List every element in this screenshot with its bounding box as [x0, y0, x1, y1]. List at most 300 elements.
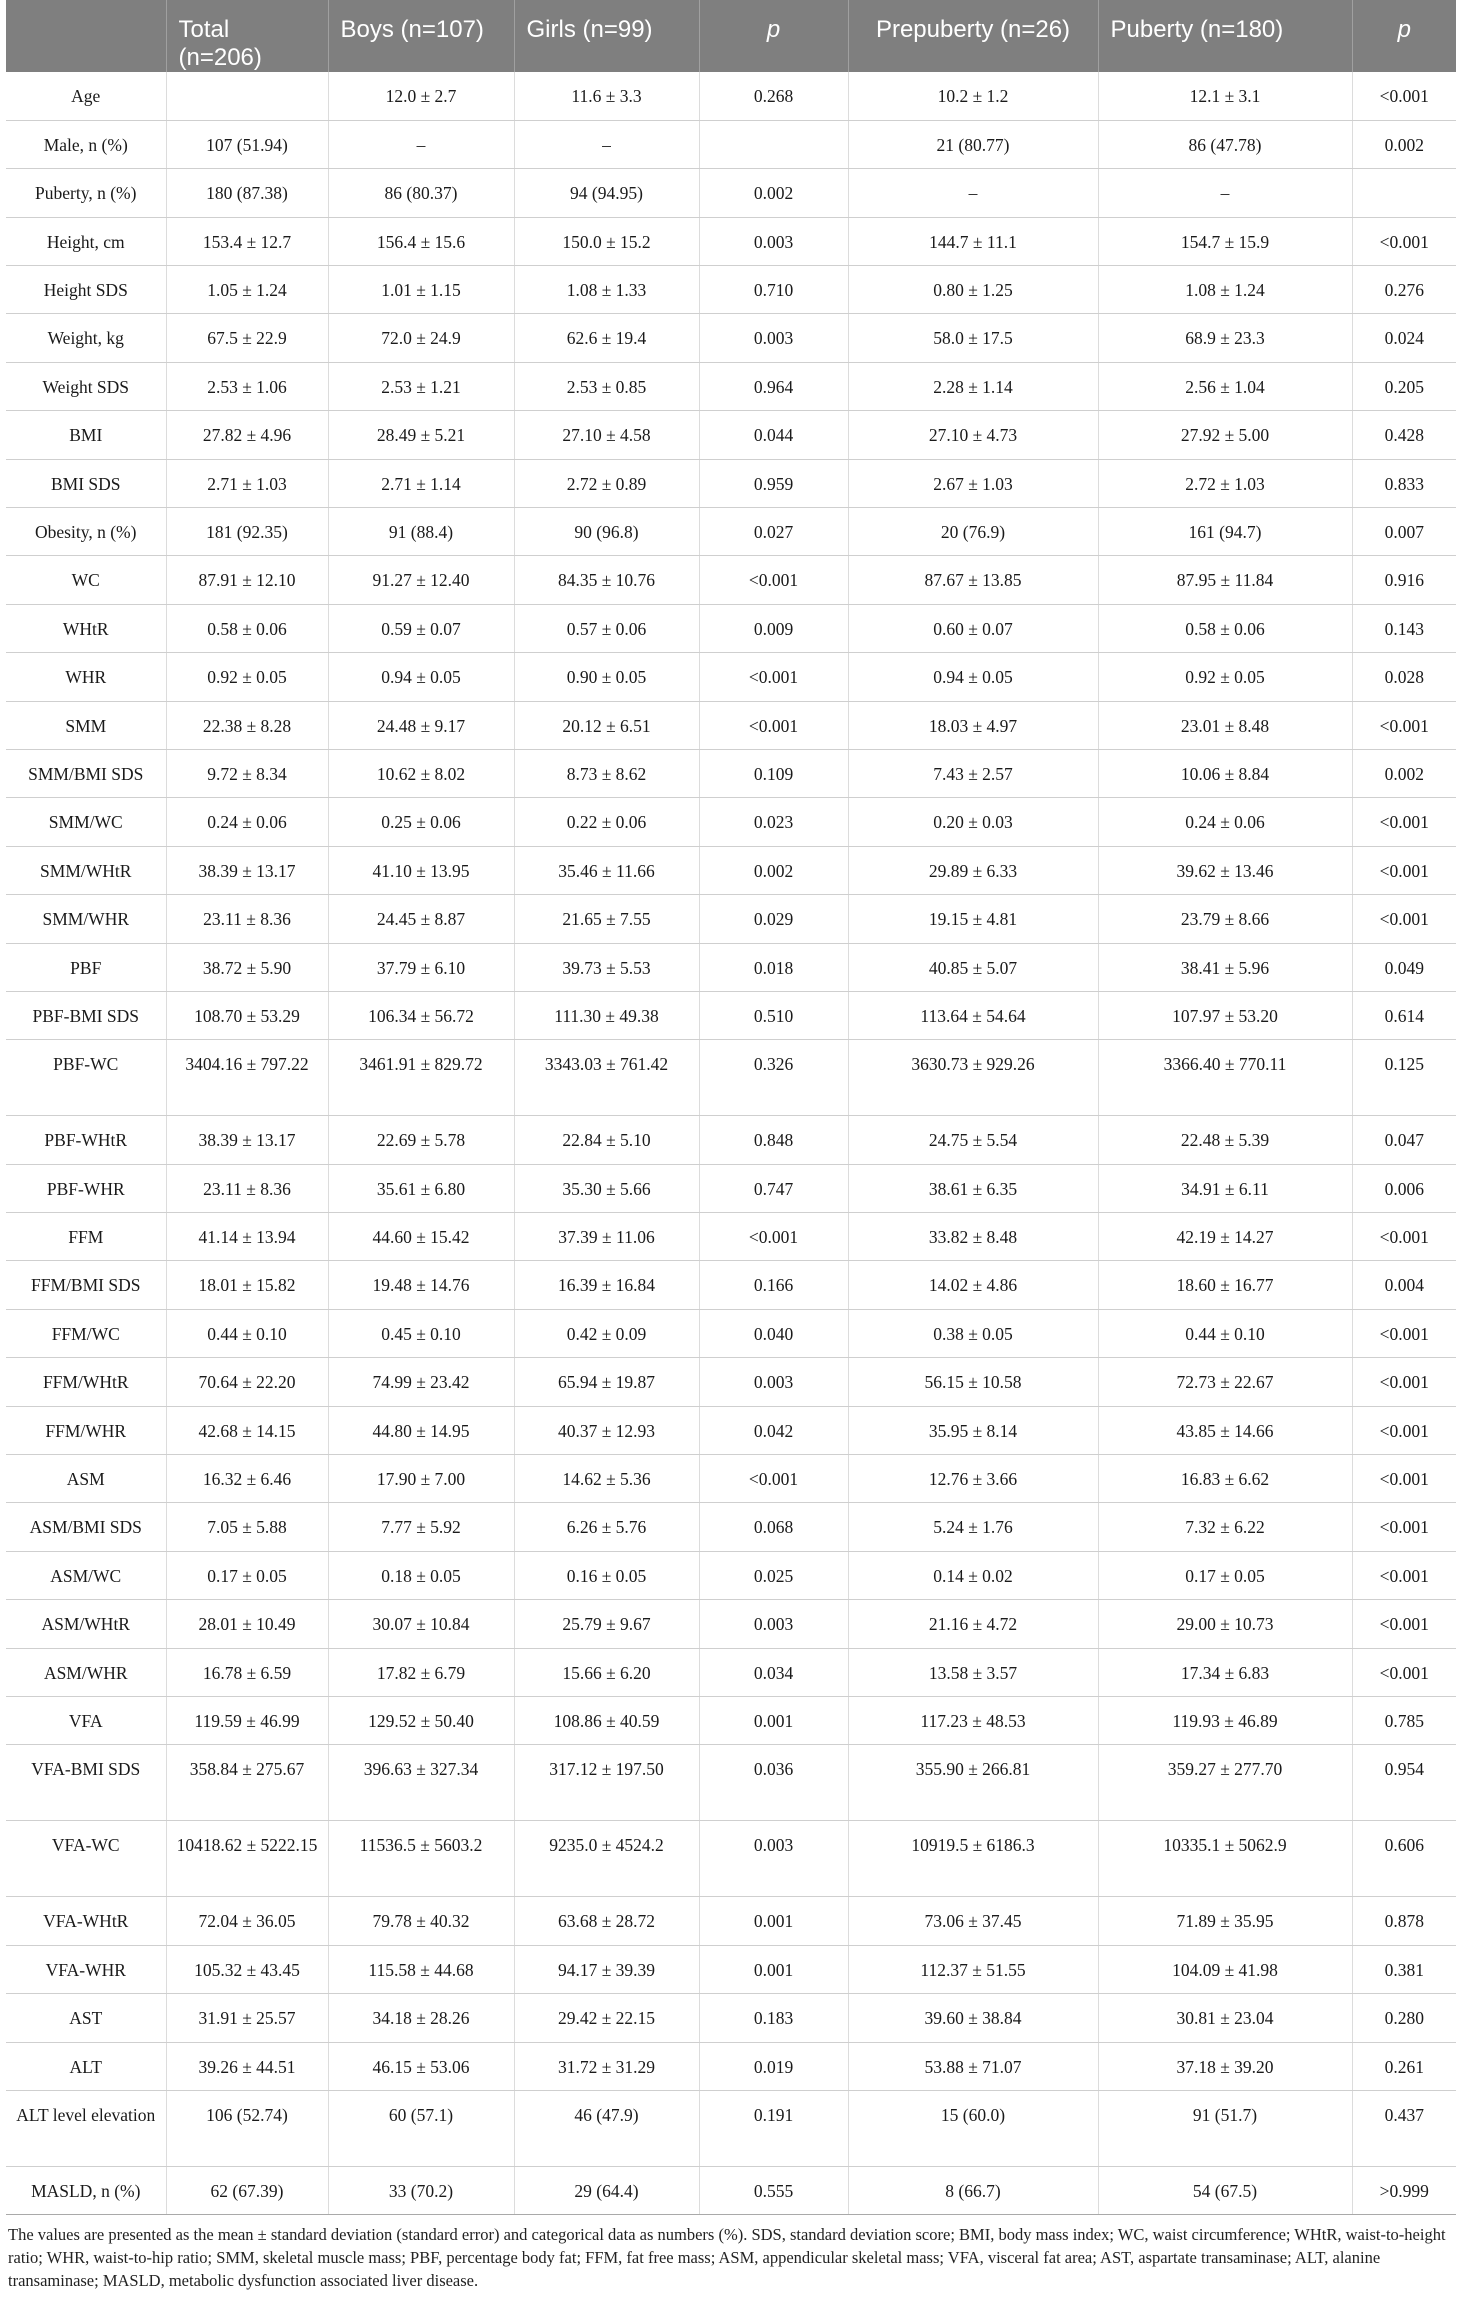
cell-variable: PBF-WHtR — [6, 1116, 166, 1164]
cell-variable: Weight, kg — [6, 314, 166, 362]
cell-variable: MASLD, n (%) — [6, 2166, 166, 2214]
cell-p-sex: 0.040 — [699, 1309, 848, 1357]
cell-p-puberty: 0.280 — [1352, 1994, 1456, 2042]
cell-puberty: 2.72 ± 1.03 — [1098, 459, 1352, 507]
cell-girls: 3343.03 ± 761.42 — [514, 1040, 699, 1116]
cell-puberty: 0.24 ± 0.06 — [1098, 798, 1352, 846]
cell-p-puberty: <0.001 — [1352, 217, 1456, 265]
cell-variable: PBF-BMI SDS — [6, 991, 166, 1039]
cell-prepuberty: – — [848, 169, 1098, 217]
cell-boys: 0.45 ± 0.10 — [328, 1309, 514, 1357]
cell-p-sex: <0.001 — [699, 556, 848, 604]
cell-puberty: 42.19 ± 14.27 — [1098, 1213, 1352, 1261]
cell-p-sex: 0.166 — [699, 1261, 848, 1309]
cell-boys: 7.77 ± 5.92 — [328, 1503, 514, 1551]
cell-girls: 14.62 ± 5.36 — [514, 1455, 699, 1503]
cell-prepuberty: 0.94 ± 0.05 — [848, 653, 1098, 701]
table-row — [6, 1697, 1456, 1745]
table-row — [6, 314, 1456, 362]
cell-total: 0.44 ± 0.10 — [166, 1309, 328, 1357]
cell-girls: 39.73 ± 5.53 — [514, 943, 699, 991]
cell-variable: Male, n (%) — [6, 120, 166, 168]
cell-girls: 31.72 ± 31.29 — [514, 2042, 699, 2090]
cell-puberty: 12.1 ± 3.1 — [1098, 72, 1352, 120]
cell-variable: SMM/WC — [6, 798, 166, 846]
cell-p-sex: 0.003 — [699, 217, 848, 265]
table-row — [6, 653, 1456, 701]
cell-girls: 8.73 ± 8.62 — [514, 749, 699, 797]
cell-total: 2.53 ± 1.06 — [166, 362, 328, 410]
cell-p-sex: 0.747 — [699, 1164, 848, 1212]
cell-prepuberty: 7.43 ± 2.57 — [848, 749, 1098, 797]
cell-p-sex: 0.191 — [699, 2090, 848, 2166]
cell-total: 22.38 ± 8.28 — [166, 701, 328, 749]
cell-total: 181 (92.35) — [166, 508, 328, 556]
cell-p-puberty — [1352, 169, 1456, 217]
cell-prepuberty: 56.15 ± 10.58 — [848, 1358, 1098, 1406]
cell-total: 106 (52.74) — [166, 2090, 328, 2166]
cell-p-sex: <0.001 — [699, 701, 848, 749]
cell-p-sex: 0.964 — [699, 362, 848, 410]
cell-puberty: 7.32 ± 6.22 — [1098, 1503, 1352, 1551]
cell-boys: 0.25 ± 0.06 — [328, 798, 514, 846]
cell-variable: PBF-WHR — [6, 1164, 166, 1212]
cell-girls: 65.94 ± 19.87 — [514, 1358, 699, 1406]
cell-p-puberty: <0.001 — [1352, 1213, 1456, 1261]
cell-puberty: 104.09 ± 41.98 — [1098, 1945, 1352, 1993]
cell-puberty: 68.9 ± 23.3 — [1098, 314, 1352, 362]
table-row — [6, 991, 1456, 1039]
cell-boys: 24.45 ± 8.87 — [328, 895, 514, 943]
table-row — [6, 1309, 1456, 1357]
cell-p-sex: 0.510 — [699, 991, 848, 1039]
table-row — [6, 1455, 1456, 1503]
cell-total: 38.39 ± 13.17 — [166, 1116, 328, 1164]
cell-p-puberty: <0.001 — [1352, 798, 1456, 846]
cell-variable: ASM/WC — [6, 1551, 166, 1599]
cell-puberty: 10.06 ± 8.84 — [1098, 749, 1352, 797]
header-boys: Boys (n=107) — [328, 0, 514, 72]
cell-p-sex: 0.003 — [699, 1358, 848, 1406]
cell-boys: 0.18 ± 0.05 — [328, 1551, 514, 1599]
table-row — [6, 895, 1456, 943]
table-body — [6, 72, 1456, 2215]
cell-total: 119.59 ± 46.99 — [166, 1697, 328, 1745]
cell-variable: SMM/WHtR — [6, 846, 166, 894]
cell-variable: FFM/BMI SDS — [6, 1261, 166, 1309]
cell-puberty: 17.34 ± 6.83 — [1098, 1648, 1352, 1696]
cell-boys: 1.01 ± 1.15 — [328, 266, 514, 314]
cell-girls: 25.79 ± 9.67 — [514, 1600, 699, 1648]
cell-p-puberty: <0.001 — [1352, 701, 1456, 749]
cell-p-sex: 0.268 — [699, 72, 848, 120]
cell-total: 153.4 ± 12.7 — [166, 217, 328, 265]
cell-boys: 2.71 ± 1.14 — [328, 459, 514, 507]
cell-puberty: 29.00 ± 10.73 — [1098, 1600, 1352, 1648]
cell-variable: Age — [6, 72, 166, 120]
cell-prepuberty: 355.90 ± 266.81 — [848, 1745, 1098, 1821]
table-row — [6, 798, 1456, 846]
cell-total: 31.91 ± 25.57 — [166, 1994, 328, 2042]
cell-prepuberty: 20 (76.9) — [848, 508, 1098, 556]
cell-prepuberty: 39.60 ± 38.84 — [848, 1994, 1098, 2042]
cell-variable: FFM/WHtR — [6, 1358, 166, 1406]
header-p-puberty: p — [1352, 0, 1456, 72]
cell-boys: 10.62 ± 8.02 — [328, 749, 514, 797]
cell-total: 9.72 ± 8.34 — [166, 749, 328, 797]
cell-variable: VFA-BMI SDS — [6, 1745, 166, 1821]
cell-boys: 72.0 ± 24.9 — [328, 314, 514, 362]
table-row — [6, 1897, 1456, 1945]
cell-prepuberty: 2.28 ± 1.14 — [848, 362, 1098, 410]
cell-puberty: 3366.40 ± 770.11 — [1098, 1040, 1352, 1116]
table-row — [6, 1164, 1456, 1212]
cell-p-puberty: <0.001 — [1352, 1503, 1456, 1551]
cell-girls: 317.12 ± 197.50 — [514, 1745, 699, 1821]
cell-p-puberty: 0.143 — [1352, 604, 1456, 652]
cell-girls: 111.30 ± 49.38 — [514, 991, 699, 1039]
cell-boys: 33 (70.2) — [328, 2166, 514, 2214]
cell-p-puberty: <0.001 — [1352, 1309, 1456, 1357]
cell-prepuberty: 33.82 ± 8.48 — [848, 1213, 1098, 1261]
cell-variable: ASM/BMI SDS — [6, 1503, 166, 1551]
cell-p-sex: 0.034 — [699, 1648, 848, 1696]
cell-variable: WHR — [6, 653, 166, 701]
cell-puberty: 72.73 ± 22.67 — [1098, 1358, 1352, 1406]
cell-total: 0.24 ± 0.06 — [166, 798, 328, 846]
cell-p-puberty: 0.954 — [1352, 1745, 1456, 1821]
cell-girls: 35.46 ± 11.66 — [514, 846, 699, 894]
cell-boys: 106.34 ± 56.72 — [328, 991, 514, 1039]
cell-boys: 0.94 ± 0.05 — [328, 653, 514, 701]
cell-girls: 40.37 ± 12.93 — [514, 1406, 699, 1454]
cell-girls: 22.84 ± 5.10 — [514, 1116, 699, 1164]
cell-girls: 108.86 ± 40.59 — [514, 1697, 699, 1745]
cell-p-sex: 0.027 — [699, 508, 848, 556]
cell-variable: ASM/WHtR — [6, 1600, 166, 1648]
cell-p-sex: 0.109 — [699, 749, 848, 797]
cell-girls: 21.65 ± 7.55 — [514, 895, 699, 943]
cell-total: 2.71 ± 1.03 — [166, 459, 328, 507]
cell-prepuberty: 10919.5 ± 6186.3 — [848, 1821, 1098, 1897]
cell-puberty: 119.93 ± 46.89 — [1098, 1697, 1352, 1745]
cell-p-puberty: 0.878 — [1352, 1897, 1456, 1945]
header-puberty: Puberty (n=180) — [1098, 0, 1352, 72]
table-row — [6, 1406, 1456, 1454]
cell-girls: 0.90 ± 0.05 — [514, 653, 699, 701]
cell-total: 108.70 ± 53.29 — [166, 991, 328, 1039]
cell-puberty: 0.58 ± 0.06 — [1098, 604, 1352, 652]
cell-p-puberty: <0.001 — [1352, 1455, 1456, 1503]
table-header-row — [6, 0, 1456, 72]
cell-puberty: 161 (94.7) — [1098, 508, 1352, 556]
cell-girls: 0.42 ± 0.09 — [514, 1309, 699, 1357]
cell-p-sex: 0.023 — [699, 798, 848, 846]
cell-prepuberty: 113.64 ± 54.64 — [848, 991, 1098, 1039]
cell-variable: Height SDS — [6, 266, 166, 314]
cell-prepuberty: 3630.73 ± 929.26 — [848, 1040, 1098, 1116]
cell-girls: 63.68 ± 28.72 — [514, 1897, 699, 1945]
cell-girls: 9235.0 ± 4524.2 — [514, 1821, 699, 1897]
table-row — [6, 2042, 1456, 2090]
cell-prepuberty: 40.85 ± 5.07 — [848, 943, 1098, 991]
cell-p-sex: 0.183 — [699, 1994, 848, 2042]
cell-prepuberty: 117.23 ± 48.53 — [848, 1697, 1098, 1745]
table-row — [6, 1994, 1456, 2042]
table-row — [6, 1648, 1456, 1696]
cell-total: 3404.16 ± 797.22 — [166, 1040, 328, 1116]
cell-p-sex: 0.003 — [699, 1821, 848, 1897]
cell-puberty: 10335.1 ± 5062.9 — [1098, 1821, 1352, 1897]
cell-p-puberty: 0.049 — [1352, 943, 1456, 991]
table-row — [6, 217, 1456, 265]
cell-puberty: 22.48 ± 5.39 — [1098, 1116, 1352, 1164]
cell-p-puberty: 0.002 — [1352, 749, 1456, 797]
cell-total: 16.32 ± 6.46 — [166, 1455, 328, 1503]
cell-p-puberty: 0.047 — [1352, 1116, 1456, 1164]
cell-p-sex: 0.002 — [699, 169, 848, 217]
cell-total: 0.58 ± 0.06 — [166, 604, 328, 652]
cell-total: 41.14 ± 13.94 — [166, 1213, 328, 1261]
table-row — [6, 169, 1456, 217]
cell-variable: ASM — [6, 1455, 166, 1503]
cell-puberty: 2.56 ± 1.04 — [1098, 362, 1352, 410]
cell-total: 358.84 ± 275.67 — [166, 1745, 328, 1821]
cell-variable: Height, cm — [6, 217, 166, 265]
cell-girls: 62.6 ± 19.4 — [514, 314, 699, 362]
table-row — [6, 1745, 1456, 1821]
cell-boys: 79.78 ± 40.32 — [328, 1897, 514, 1945]
cell-p-puberty: 0.614 — [1352, 991, 1456, 1039]
table-row — [6, 1116, 1456, 1164]
cell-prepuberty: 2.67 ± 1.03 — [848, 459, 1098, 507]
cell-p-sex: 0.003 — [699, 1600, 848, 1648]
cell-prepuberty: 29.89 ± 6.33 — [848, 846, 1098, 894]
document — [6, 0, 1456, 2292]
cell-boys: 17.90 ± 7.00 — [328, 1455, 514, 1503]
cell-prepuberty: 21.16 ± 4.72 — [848, 1600, 1098, 1648]
cell-p-puberty: 0.006 — [1352, 1164, 1456, 1212]
cell-girls: 0.22 ± 0.06 — [514, 798, 699, 846]
cell-boys: 28.49 ± 5.21 — [328, 411, 514, 459]
cell-boys: 24.48 ± 9.17 — [328, 701, 514, 749]
cell-puberty: 38.41 ± 5.96 — [1098, 943, 1352, 991]
table-row — [6, 1551, 1456, 1599]
cell-girls: 94 (94.95) — [514, 169, 699, 217]
cell-total: 0.17 ± 0.05 — [166, 1551, 328, 1599]
cell-variable: ASM/WHR — [6, 1648, 166, 1696]
cell-total: 7.05 ± 5.88 — [166, 1503, 328, 1551]
cell-p-puberty: 0.916 — [1352, 556, 1456, 604]
cell-boys: 34.18 ± 28.26 — [328, 1994, 514, 2042]
cell-total: 67.5 ± 22.9 — [166, 314, 328, 362]
cell-p-puberty: 0.261 — [1352, 2042, 1456, 2090]
cell-p-sex: 0.029 — [699, 895, 848, 943]
cell-p-sex: 0.555 — [699, 2166, 848, 2214]
cell-prepuberty: 87.67 ± 13.85 — [848, 556, 1098, 604]
cell-total: 70.64 ± 22.20 — [166, 1358, 328, 1406]
cell-prepuberty: 0.80 ± 1.25 — [848, 266, 1098, 314]
cell-girls: 11.6 ± 3.3 — [514, 72, 699, 120]
header-total: Total (n=206) — [166, 0, 328, 72]
cell-p-sex: 0.001 — [699, 1945, 848, 1993]
cell-boys: 91.27 ± 12.40 — [328, 556, 514, 604]
cell-prepuberty: 13.58 ± 3.57 — [848, 1648, 1098, 1696]
cell-puberty: 91 (51.7) — [1098, 2090, 1352, 2166]
cell-girls: 150.0 ± 15.2 — [514, 217, 699, 265]
cell-puberty: 86 (47.78) — [1098, 120, 1352, 168]
cell-boys: 156.4 ± 15.6 — [328, 217, 514, 265]
cell-total: 0.92 ± 0.05 — [166, 653, 328, 701]
cell-total: 107 (51.94) — [166, 120, 328, 168]
cell-variable: SMM/WHR — [6, 895, 166, 943]
cell-total: 18.01 ± 15.82 — [166, 1261, 328, 1309]
cell-puberty: 34.91 ± 6.11 — [1098, 1164, 1352, 1212]
cell-variable: Obesity, n (%) — [6, 508, 166, 556]
cell-prepuberty: 24.75 ± 5.54 — [848, 1116, 1098, 1164]
table-row — [6, 2090, 1456, 2166]
cell-girls: 0.16 ± 0.05 — [514, 1551, 699, 1599]
table-row — [6, 120, 1456, 168]
cell-p-sex: 0.959 — [699, 459, 848, 507]
cell-p-sex: <0.001 — [699, 1213, 848, 1261]
cell-p-puberty: 0.428 — [1352, 411, 1456, 459]
table-row — [6, 749, 1456, 797]
cell-puberty: 54 (67.5) — [1098, 2166, 1352, 2214]
cell-variable: AST — [6, 1994, 166, 2042]
cell-p-puberty: <0.001 — [1352, 1358, 1456, 1406]
cell-girls: 46 (47.9) — [514, 2090, 699, 2166]
cell-p-puberty: 0.606 — [1352, 1821, 1456, 1897]
cell-total — [166, 72, 328, 120]
cell-girls: 90 (96.8) — [514, 508, 699, 556]
cell-p-puberty: 0.007 — [1352, 508, 1456, 556]
cell-boys: 46.15 ± 53.06 — [328, 2042, 514, 2090]
cell-total: 105.32 ± 43.45 — [166, 1945, 328, 1993]
cell-p-sex: 0.025 — [699, 1551, 848, 1599]
cell-variable: SMM/BMI SDS — [6, 749, 166, 797]
cell-p-sex: <0.001 — [699, 1455, 848, 1503]
cell-prepuberty: 12.76 ± 3.66 — [848, 1455, 1098, 1503]
cell-p-sex: 0.009 — [699, 604, 848, 652]
header-p-sex: p — [699, 0, 848, 72]
header-label — [6, 0, 166, 72]
table-row — [6, 411, 1456, 459]
cell-variable: VFA — [6, 1697, 166, 1745]
cell-total: 180 (87.38) — [166, 169, 328, 217]
cell-boys: – — [328, 120, 514, 168]
cell-p-sex: 0.001 — [699, 1897, 848, 1945]
cell-puberty: 87.95 ± 11.84 — [1098, 556, 1352, 604]
cell-prepuberty: 14.02 ± 4.86 — [848, 1261, 1098, 1309]
table-row — [6, 508, 1456, 556]
cell-total: 1.05 ± 1.24 — [166, 266, 328, 314]
cell-puberty: 39.62 ± 13.46 — [1098, 846, 1352, 894]
cell-p-puberty: <0.001 — [1352, 1648, 1456, 1696]
cell-variable: PBF-WC — [6, 1040, 166, 1116]
cell-total: 42.68 ± 14.15 — [166, 1406, 328, 1454]
cell-p-puberty: 0.785 — [1352, 1697, 1456, 1745]
cell-boys: 0.59 ± 0.07 — [328, 604, 514, 652]
cell-p-sex: 0.326 — [699, 1040, 848, 1116]
cell-p-sex: 0.068 — [699, 1503, 848, 1551]
cell-girls: – — [514, 120, 699, 168]
cell-p-puberty: <0.001 — [1352, 846, 1456, 894]
cell-boys: 2.53 ± 1.21 — [328, 362, 514, 410]
cell-girls: 29.42 ± 22.15 — [514, 1994, 699, 2042]
cell-p-sex: 0.042 — [699, 1406, 848, 1454]
cell-puberty: 0.17 ± 0.05 — [1098, 1551, 1352, 1599]
cell-p-puberty: 0.276 — [1352, 266, 1456, 314]
cell-p-sex: 0.002 — [699, 846, 848, 894]
cell-p-puberty: 0.125 — [1352, 1040, 1456, 1116]
cell-prepuberty: 38.61 ± 6.35 — [848, 1164, 1098, 1212]
cell-boys: 35.61 ± 6.80 — [328, 1164, 514, 1212]
cell-puberty: 18.60 ± 16.77 — [1098, 1261, 1352, 1309]
cell-boys: 115.58 ± 44.68 — [328, 1945, 514, 1993]
cell-p-sex: 0.848 — [699, 1116, 848, 1164]
cell-variable: SMM — [6, 701, 166, 749]
cell-p-puberty: <0.001 — [1352, 1551, 1456, 1599]
table-row — [6, 1261, 1456, 1309]
cell-puberty: – — [1098, 169, 1352, 217]
table-row — [6, 72, 1456, 120]
cell-boys: 11536.5 ± 5603.2 — [328, 1821, 514, 1897]
cell-puberty: 16.83 ± 6.62 — [1098, 1455, 1352, 1503]
cell-total: 38.39 ± 13.17 — [166, 846, 328, 894]
cell-p-puberty: 0.002 — [1352, 120, 1456, 168]
cell-variable: VFA-WC — [6, 1821, 166, 1897]
table-row — [6, 1213, 1456, 1261]
cell-p-puberty: 0.381 — [1352, 1945, 1456, 1993]
cell-p-sex: 0.036 — [699, 1745, 848, 1821]
cell-boys: 44.60 ± 15.42 — [328, 1213, 514, 1261]
cell-boys: 22.69 ± 5.78 — [328, 1116, 514, 1164]
cell-girls: 84.35 ± 10.76 — [514, 556, 699, 604]
cell-p-sex: 0.018 — [699, 943, 848, 991]
header-girls: Girls (n=99) — [514, 0, 699, 72]
cell-p-puberty: 0.833 — [1352, 459, 1456, 507]
cell-p-puberty: <0.001 — [1352, 895, 1456, 943]
table-row — [6, 1503, 1456, 1551]
cell-total: 39.26 ± 44.51 — [166, 2042, 328, 2090]
header-prepuberty: Prepuberty (n=26) — [848, 0, 1098, 72]
cell-puberty: 1.08 ± 1.24 — [1098, 266, 1352, 314]
table-row — [6, 846, 1456, 894]
cell-p-puberty: 0.205 — [1352, 362, 1456, 410]
table-row — [6, 556, 1456, 604]
cell-variable: Weight SDS — [6, 362, 166, 410]
table-row — [6, 459, 1456, 507]
cell-prepuberty: 0.14 ± 0.02 — [848, 1551, 1098, 1599]
cell-puberty: 107.97 ± 53.20 — [1098, 991, 1352, 1039]
table-row — [6, 1600, 1456, 1648]
cell-prepuberty: 5.24 ± 1.76 — [848, 1503, 1098, 1551]
cell-variable: WHtR — [6, 604, 166, 652]
cell-total: 23.11 ± 8.36 — [166, 895, 328, 943]
cell-girls: 20.12 ± 6.51 — [514, 701, 699, 749]
cell-girls: 15.66 ± 6.20 — [514, 1648, 699, 1696]
cell-prepuberty: 19.15 ± 4.81 — [848, 895, 1098, 943]
cell-prepuberty: 21 (80.77) — [848, 120, 1098, 168]
cell-prepuberty: 0.20 ± 0.03 — [848, 798, 1098, 846]
cell-boys: 396.63 ± 327.34 — [328, 1745, 514, 1821]
cell-p-sex: 0.044 — [699, 411, 848, 459]
cell-prepuberty: 53.88 ± 71.07 — [848, 2042, 1098, 2090]
cell-girls: 2.72 ± 0.89 — [514, 459, 699, 507]
cell-p-sex: 0.001 — [699, 1697, 848, 1745]
cell-variable: FFM/WC — [6, 1309, 166, 1357]
